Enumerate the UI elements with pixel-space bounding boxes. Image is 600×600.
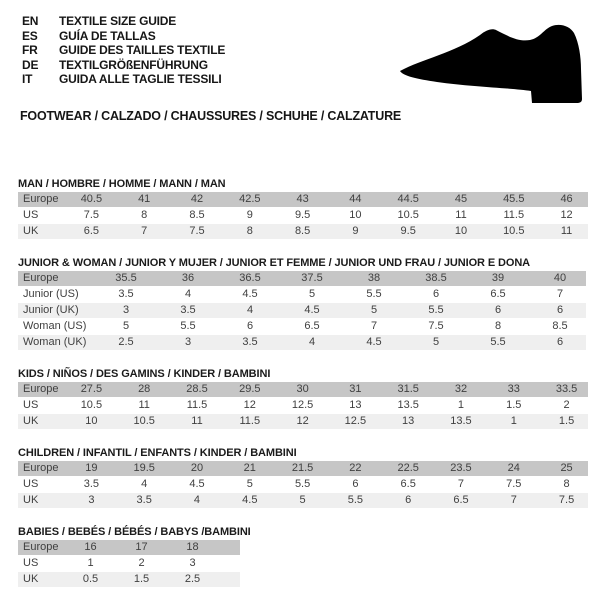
size-cell: 10.5 — [503, 224, 525, 237]
size-cell: 4.5 — [304, 303, 320, 316]
table-row — [18, 271, 586, 286]
size-cell: 42.5 — [239, 192, 261, 205]
size-cell: 33.5 — [555, 382, 578, 395]
size-cell: 11.5 — [186, 398, 208, 411]
table-row — [18, 335, 586, 350]
size-cell: 1.5 — [133, 572, 150, 585]
size-cell: 22.5 — [397, 461, 419, 474]
size-cell: 21.5 — [291, 461, 314, 474]
size-cell: 13 — [349, 398, 362, 411]
row-label: US — [23, 556, 39, 569]
size-cell: 7 — [457, 477, 465, 490]
size-cell: 2.5 — [184, 572, 201, 585]
size-cell: 38 — [367, 271, 381, 284]
size-cell: 6.5 — [490, 287, 506, 300]
size-cell: 7.5 — [506, 477, 522, 490]
size-cell: 40.5 — [80, 192, 103, 205]
size-cell: 1 — [457, 398, 465, 411]
size-cell: 12 — [560, 208, 573, 221]
size-cell: 10 — [454, 224, 468, 237]
size-cell: 0.5 — [82, 572, 99, 585]
size-cell: 5 — [246, 477, 253, 490]
size-cell: 42 — [190, 192, 204, 205]
category-line: FOOTWEAR / CALZADO / CHAUSSURES / SCHUHE / CALZATURE — [20, 108, 402, 123]
size-cell: 33 — [507, 382, 520, 395]
size-cell: 6.5 — [400, 477, 416, 490]
size-cell: 28 — [138, 382, 151, 395]
row-label: Europe — [23, 461, 59, 474]
size-tables — [18, 178, 600, 587]
size-cell: 32 — [454, 382, 468, 395]
row-label: Junior (US) — [23, 287, 79, 300]
size-cell: 10.5 — [80, 398, 103, 411]
language-code: IT — [22, 72, 33, 86]
size-cell: 10.5 — [397, 208, 419, 221]
size-cell: 10 — [85, 414, 98, 427]
size-cell: 8 — [141, 208, 148, 221]
size-cell: 6 — [405, 493, 412, 506]
size-cell: 22 — [349, 461, 362, 474]
size-cell: 7.5 — [558, 493, 575, 506]
size-cell: 4.5 — [366, 335, 382, 348]
size-table — [18, 382, 600, 429]
row-label: Woman (US) — [23, 319, 87, 332]
size-cell: 46 — [560, 192, 573, 205]
size-cell: 6 — [432, 287, 440, 300]
table-row — [18, 540, 240, 555]
size-cell: 5.5 — [428, 303, 444, 316]
size-cell: 16 — [84, 540, 97, 553]
table-row — [18, 477, 588, 492]
table-row — [18, 382, 588, 397]
table-row — [18, 287, 586, 302]
size-cell: 6 — [246, 319, 254, 332]
section-title: CHILDREN / INFANTIL / ENFANTS / KINDER / BAMBINI — [18, 446, 297, 459]
size-table-section — [18, 447, 600, 508]
language-code: ES — [22, 28, 38, 43]
row-label: Junior (UK) — [23, 303, 79, 316]
size-cell: 4.5 — [242, 287, 258, 300]
size-cell: 7 — [141, 224, 148, 237]
size-cell: 3.5 — [180, 303, 196, 316]
size-cell: 31 — [349, 382, 362, 395]
size-cell: 3.5 — [242, 335, 258, 348]
size-cell: 8.5 — [189, 208, 205, 221]
size-cell: 5.5 — [490, 335, 506, 348]
table-row — [18, 493, 588, 508]
size-cell: 3.5 — [83, 477, 100, 490]
row-label: Woman (UK) — [23, 335, 87, 348]
size-cell: 21 — [243, 461, 256, 474]
row-label: UK — [23, 493, 39, 506]
size-cell: 45.5 — [503, 192, 525, 205]
size-cell: 4.5 — [242, 493, 258, 506]
size-cell: 30 — [296, 382, 309, 395]
size-cell: 5.5 — [366, 287, 382, 300]
size-cell: 3 — [122, 303, 130, 316]
table-row — [18, 319, 586, 334]
size-cell: 41 — [138, 192, 151, 205]
size-cell: 1.5 — [506, 398, 522, 411]
size-cell: 40 — [553, 271, 567, 284]
size-cell: 11 — [560, 224, 573, 237]
size-cell: 5.5 — [294, 477, 311, 490]
size-cell: 13.5 — [397, 398, 419, 411]
language-label: GUIDE DES TAILLES TEXTILE — [59, 43, 226, 57]
size-cell: 4 — [184, 287, 192, 300]
size-cell: 4 — [308, 335, 316, 348]
dress-shoe-icon — [392, 13, 594, 109]
section-title: JUNIOR & WOMAN / JUNIOR Y MUJER / JUNIOR ET FEMME / JUNIOR UND FRAU / JUNIOR E DONA — [18, 256, 531, 269]
size-cell: 19 — [85, 461, 98, 474]
size-cell: 4 — [193, 493, 201, 506]
size-cell: 6.5 — [304, 319, 320, 332]
row-label: US — [23, 477, 39, 490]
table-row — [18, 224, 588, 239]
table-row — [18, 192, 588, 207]
size-cell: 5 — [122, 319, 130, 332]
table-row — [18, 461, 588, 476]
size-cell: 6 — [494, 303, 502, 316]
size-cell: 39 — [491, 271, 505, 284]
section-title: BABIES / BEBÉS / BÉBÉS / BABYS /BAMBINI — [18, 525, 251, 538]
size-cell: 11 — [138, 398, 150, 411]
size-cell: 2.5 — [118, 335, 134, 348]
size-cell: 7.5 — [189, 224, 205, 237]
language-code: EN — [22, 14, 39, 28]
language-code: FR — [22, 43, 38, 57]
size-cell: 35.5 — [115, 271, 137, 284]
size-cell: 12 — [296, 414, 309, 427]
size-cell: 12.5 — [344, 414, 367, 427]
table-row — [18, 208, 588, 223]
size-table — [18, 271, 600, 350]
size-cell: 11.5 — [503, 208, 525, 221]
row-label: Europe — [23, 271, 59, 284]
size-cell: 10.5 — [133, 414, 155, 427]
size-cell: 28.5 — [186, 382, 208, 395]
size-cell: 7 — [370, 319, 378, 332]
size-cell: 8.5 — [294, 224, 311, 237]
size-cell: 17 — [135, 540, 148, 553]
table-row — [18, 303, 586, 318]
size-cell: 7.5 — [83, 208, 100, 221]
size-cell: 6.5 — [453, 493, 469, 506]
size-cell: 27.5 — [80, 382, 103, 395]
table-row — [18, 556, 240, 571]
size-cell: 3.5 — [118, 287, 134, 300]
language-label: TEXTILGRÖßENFÜHRUNG — [59, 57, 208, 72]
size-table — [18, 461, 600, 508]
size-cell: 13.5 — [450, 414, 472, 427]
size-cell: 1.5 — [558, 414, 575, 427]
size-cell: 1 — [510, 414, 517, 427]
size-cell: 44.5 — [397, 192, 419, 205]
size-cell: 37.5 — [301, 271, 323, 284]
size-cell: 18 — [186, 540, 199, 553]
section-title: KIDS / NIÑOS / DES GAMINS / KINDER / BAMBINI — [18, 367, 271, 380]
size-cell: 38.5 — [425, 271, 447, 284]
size-cell: 8 — [563, 477, 570, 490]
size-cell: 24 — [507, 461, 520, 474]
size-cell: 23.5 — [450, 461, 472, 474]
row-label: Europe — [23, 192, 59, 205]
size-cell: 45 — [454, 192, 468, 205]
size-cell: 5.5 — [180, 319, 196, 332]
size-table-section — [18, 526, 600, 587]
language-label: GUÍA DE TALLAS — [59, 28, 156, 43]
size-cell: 11 — [455, 208, 467, 221]
size-cell: 4 — [141, 477, 148, 490]
size-cell: 19.5 — [133, 461, 155, 474]
size-cell: 43 — [296, 192, 309, 205]
size-cell: 1 — [87, 556, 94, 569]
size-cell: 5 — [308, 287, 316, 300]
language-code: DE — [22, 57, 39, 72]
size-cell: 9.5 — [400, 224, 416, 237]
size-cell: 3 — [189, 556, 196, 569]
language-label: TEXTILE SIZE GUIDE — [59, 14, 177, 28]
size-cell: 2 — [138, 556, 145, 569]
size-cell: 9.5 — [294, 208, 311, 221]
size-cell: 5 — [432, 335, 440, 348]
size-cell: 12.5 — [291, 398, 314, 411]
size-cell: 20 — [190, 461, 204, 474]
size-cell: 7 — [510, 493, 517, 506]
size-table — [18, 192, 600, 239]
size-table-section — [18, 178, 600, 239]
row-label: Europe — [23, 540, 59, 553]
size-cell: 31.5 — [397, 382, 419, 395]
size-cell: 25 — [560, 461, 573, 474]
size-cell: 12 — [243, 398, 256, 411]
table-row — [18, 398, 588, 413]
size-cell: 5 — [370, 303, 378, 316]
size-cell: 13 — [402, 414, 415, 427]
size-cell: 9 — [352, 224, 359, 237]
size-cell: 8 — [246, 224, 253, 237]
language-label: GUIDA ALLE TAGLIE TESSILI — [59, 72, 222, 86]
size-cell: 6 — [352, 477, 359, 490]
size-cell: 6 — [556, 335, 564, 348]
size-cell: 11.5 — [239, 414, 261, 427]
size-cell: 4.5 — [189, 477, 205, 490]
size-cell: 11 — [191, 414, 203, 427]
section-title: MAN / HOMBRE / HOMME / MANN / MAN — [18, 177, 226, 190]
row-label: Europe — [23, 382, 59, 395]
row-label: UK — [23, 224, 39, 237]
size-cell: 6.5 — [83, 224, 100, 237]
size-table-section — [18, 257, 600, 350]
row-label: US — [23, 208, 39, 221]
size-cell: 9 — [246, 208, 253, 221]
size-cell: 36 — [181, 271, 195, 284]
size-cell: 10 — [349, 208, 362, 221]
size-cell: 3 — [88, 493, 95, 506]
size-cell: 3 — [184, 335, 192, 348]
size-cell: 6 — [556, 303, 564, 316]
table-row — [18, 572, 240, 587]
size-cell: 7 — [556, 287, 564, 300]
size-cell: 8 — [494, 319, 502, 332]
size-cell: 3.5 — [136, 493, 152, 506]
size-cell: 44 — [349, 192, 362, 205]
size-cell: 4 — [246, 303, 254, 316]
size-cell: 36.5 — [239, 271, 261, 284]
size-table-section — [18, 368, 600, 429]
size-cell: 2 — [563, 398, 570, 411]
table-row — [18, 414, 588, 429]
row-label: US — [23, 398, 39, 411]
row-label: UK — [23, 572, 39, 585]
size-cell: 8.5 — [552, 319, 568, 332]
size-cell: 29.5 — [239, 382, 261, 395]
row-label: UK — [23, 414, 39, 427]
size-cell: 5 — [299, 493, 306, 506]
size-cell: 5.5 — [347, 493, 364, 506]
size-table — [18, 540, 600, 587]
size-cell: 7.5 — [428, 319, 444, 332]
